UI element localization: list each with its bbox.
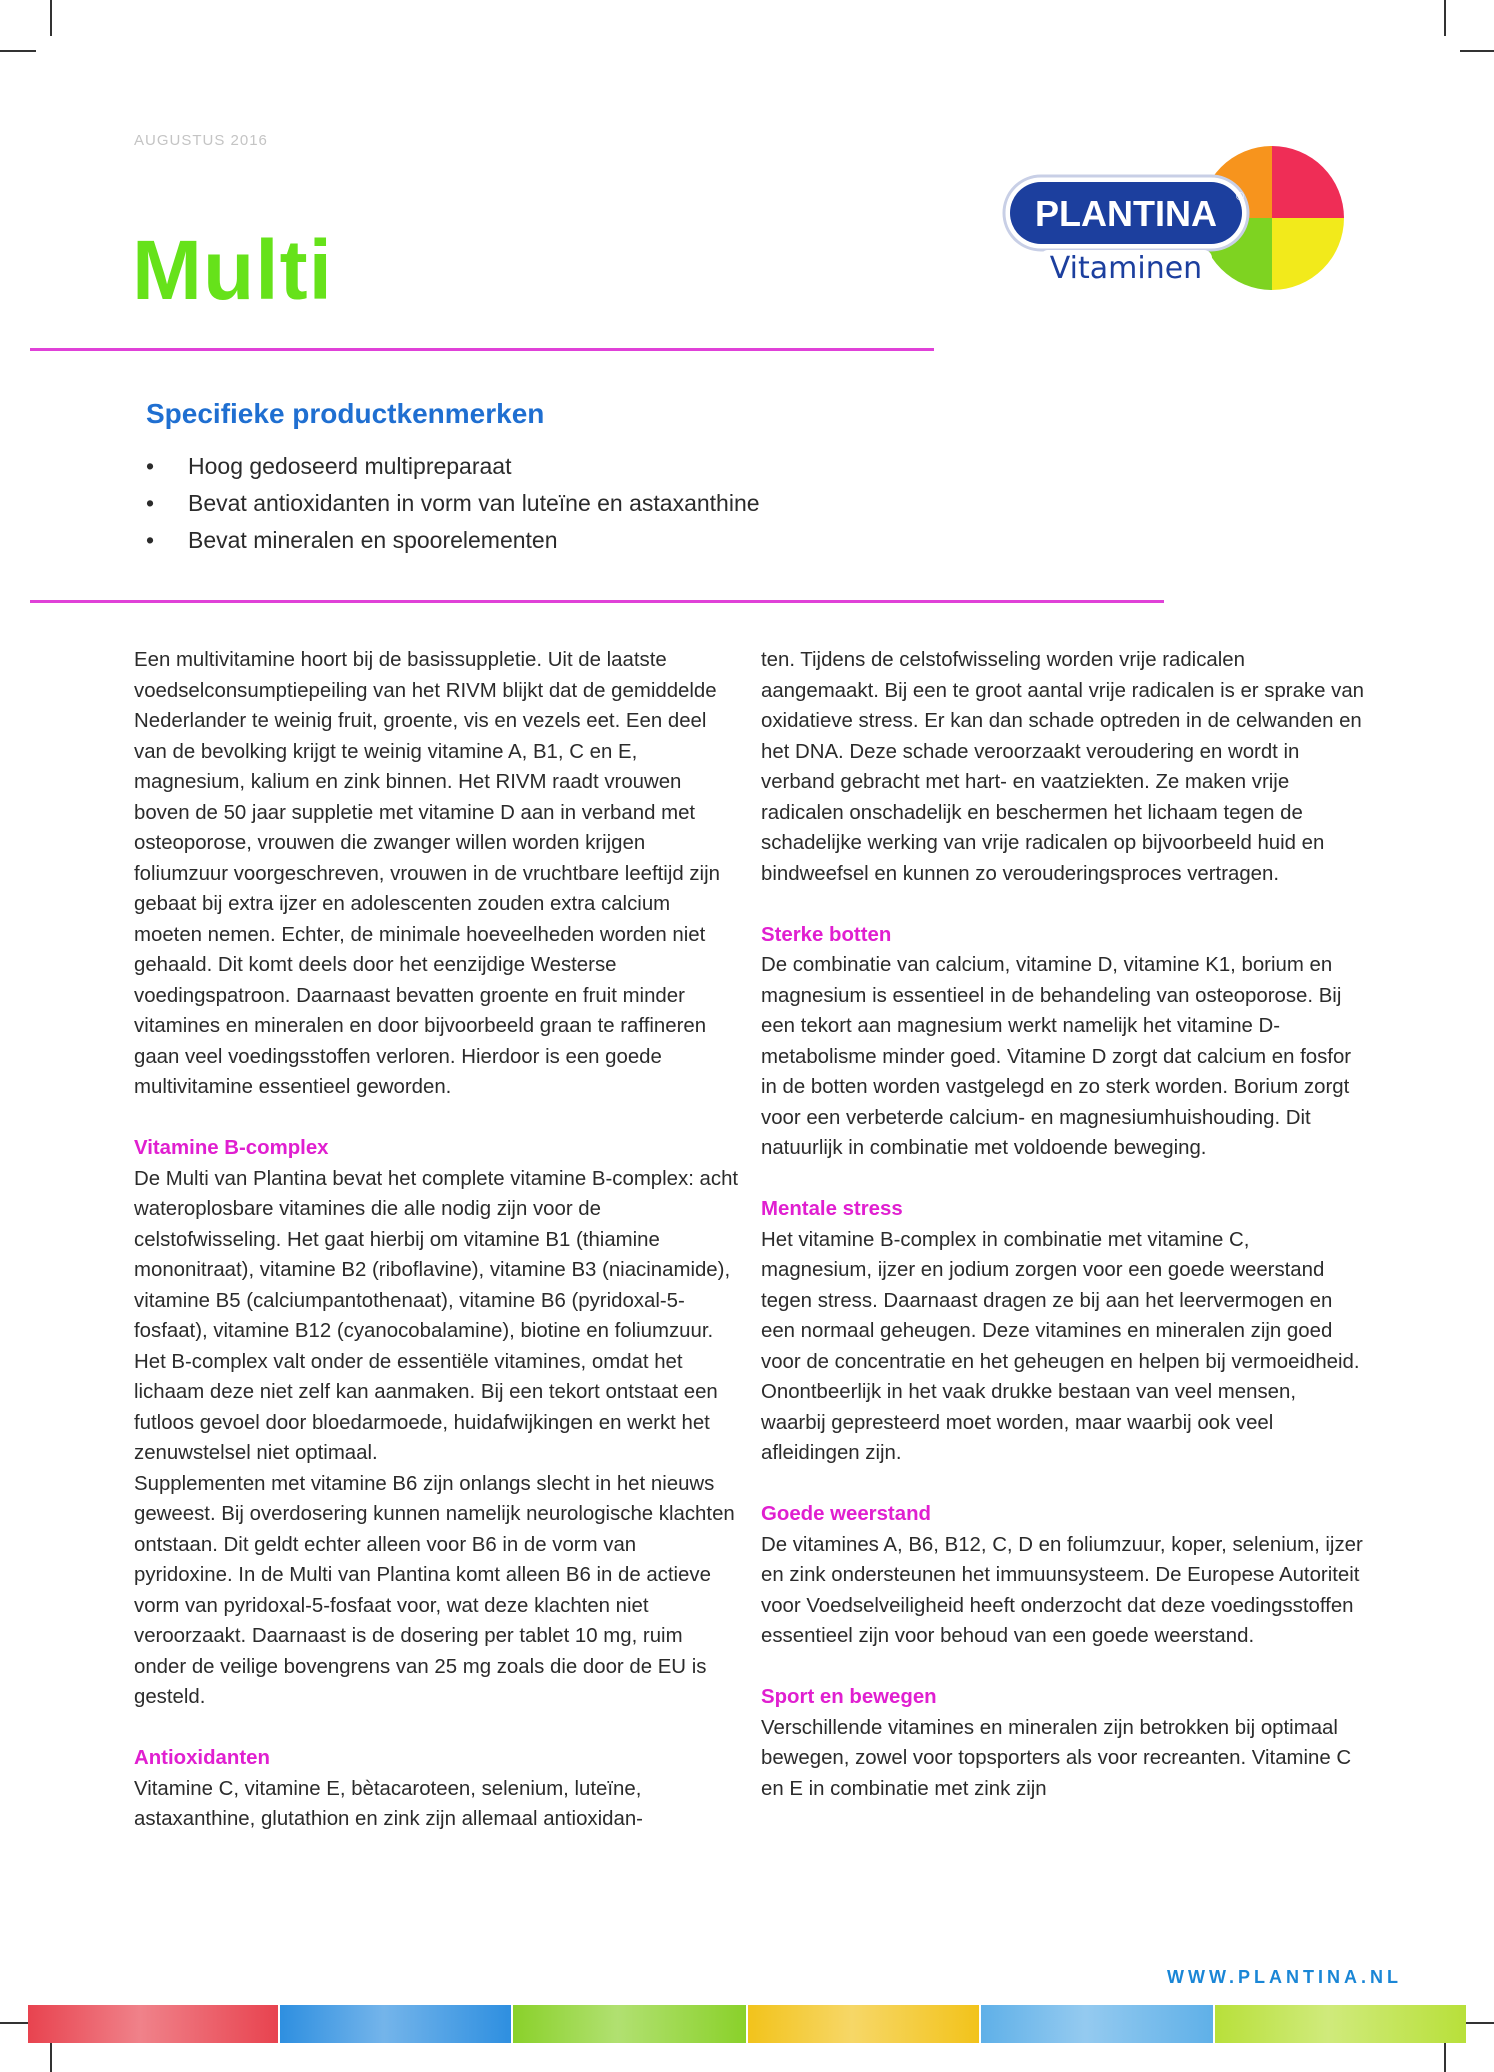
sport-heading: Sport en bewegen bbox=[761, 1686, 937, 1708]
immune-heading: Goede weerstand bbox=[761, 1503, 931, 1525]
crop-mark-tr-h bbox=[1460, 50, 1494, 52]
b-complex-heading: Vitamine B-complex bbox=[134, 1137, 329, 1159]
crop-mark-bl-v bbox=[50, 2040, 52, 2072]
text-column-right bbox=[761, 645, 1366, 1804]
crop-mark-br-v bbox=[1444, 2040, 1446, 2072]
features-list bbox=[146, 448, 760, 559]
footer-stripe-2 bbox=[280, 2005, 511, 2043]
antioxidant-heading: Antioxidanten bbox=[134, 1747, 270, 1769]
antioxidant-paragraph: Vitamine C, vitamine E, bètacaroteen, selenium, luteïne, astaxanthine, glutathion en zink zijn allemaal antioxidan- bbox=[134, 1777, 643, 1830]
stress-paragraph: Het vitamine B-complex in combinatie met vitamine C, magnesium, ijzer en jodium zorgen voor een goede weerstand tegen stress. Daarnaast dragen ze bij aan het leervermogen en een normaal geheugen. Deze vitamines en mineralen zijn goed voor de concentratie en het geheugen en helpen bij vermoeidheid. Onontbeerlijk in het vaak drukke bestaan van veel mensen, waarbij gepresteerd moet worden, maar waarbij ook veel afleidingen zijn. bbox=[761, 1228, 1360, 1464]
logo-brand: PLANTINA bbox=[1035, 193, 1217, 234]
feature-item: • Bevat mineralen en spoorelementen bbox=[146, 527, 558, 553]
crop-mark-tr-v bbox=[1444, 0, 1446, 36]
issue-date: AUGUSTUS 2016 bbox=[134, 132, 268, 149]
text-column-left bbox=[134, 645, 739, 1835]
page-title: Multi bbox=[132, 223, 333, 317]
website-link[interactable]: WWW.PLANTINA.NL bbox=[1167, 1967, 1402, 1987]
crop-mark-tl-v bbox=[50, 0, 52, 36]
stress-heading: Mentale stress bbox=[761, 1198, 903, 1220]
plantina-logo bbox=[1000, 142, 1360, 292]
footer-stripe-1 bbox=[28, 2005, 278, 2043]
bones-paragraph: De combinatie van calcium, vitamine D, vitamine K1, borium en magnesium is essentieel in de behandeling van osteoporose. Bij een tekort aan magnesium werkt namelijk het vitamine D-metabolisme minder goed. Vitamine D zorgt dat calcium en fosfor in de botten worden vastgelegd en zo sterk worden. Borium zorgt voor een verbeterde calcium- en magnesiumhuishouding. Dit natuurlijk in combinatie met voldoende beweging. bbox=[761, 954, 1352, 1159]
features-heading: Specifieke productkenmerken bbox=[146, 398, 545, 429]
feature-item: • Hoog gedoseerd multipreparaat bbox=[146, 453, 512, 479]
sport-paragraph: Verschillende vitamines en mineralen zijn betrokken bij optimaal bewegen, zowel voor topsporters als voor recreanten. Vitamine C en E in combinatie met zink zijn bbox=[761, 1716, 1352, 1800]
footer-stripe-4 bbox=[748, 2005, 979, 2043]
intro-paragraph: Een multivitamine hoort bij de basissuppletie. Uit de laatste voedselconsumptiepeiling van het RIVM blijkt dat de gemiddelde Nederlander te weinig fruit, groente, vis en vezels eet. Een deel van de bevolking krijgt te weinig vitamine A, B1, C en E, magnesium, kalium en zink binnen. Het RIVM raadt vrouwen boven de 50 jaar suppletie met vitamine D aan in verband met osteoporose, vrouwen die zwanger willen worden krijgen foliumzuur voorgeschreven, vrouwen in de vruchtbare leeftijd zijn gebaat bij extra ijzer en adolescenten zouden extra calcium moeten nemen. Echter, de minimale hoeveelheden worden niet gehaald. Dit komt deels door het eenzijdige Westerse voedingspatroon. Daarnaast bevatten groente en fruit minder vitamines en mineralen en door bijvoorbeeld graan te raffineren gaan veel voedingsstoffen verloren. Hierdoor is een goede multivitamine essentieel geworden. bbox=[134, 649, 720, 1098]
antioxidant-continued: ten. Tijdens de celstofwisseling worden vrije radicalen aangemaakt. Bij een te groot aantal vrije radicalen is er sprake van oxidatieve stress. Er kan dan schade optreden in de celwanden en het DNA. Deze schade veroorzaakt veroudering en wordt in verband gebracht met hart- en vaatziekten. Ze maken vrije radicalen onschadelijk en beschermen het lichaam tegen de schadelijke werking van vrije radicalen op bijvoorbeeld huid en bindweefsel en kunnen zo verouderingsproces vertragen. bbox=[761, 649, 1364, 885]
b6-paragraph: Supplementen met vitamine B6 zijn onlangs slecht in het nieuws geweest. Bij overdosering kunnen namelijk neurologische klachten ontstaan. Dit geldt echter alleen voor B6 in de vorm van pyridoxine. In de Multi van Plantina komt alleen B6 in de actieve vorm van pyridoxal-5-fosfaat voor, wat deze klachten niet veroorzaakt. Daarnaast is de dosering per tablet 10 mg, ruim onder de veilige bovengrens van 25 mg zoals die door de EU is gesteld. bbox=[134, 1472, 735, 1708]
footer-stripe-6 bbox=[1215, 2005, 1466, 2043]
top-divider bbox=[30, 348, 934, 351]
logo-registered: ® bbox=[1236, 191, 1245, 203]
crop-mark-tl-h bbox=[0, 50, 36, 52]
logo-tagline: Vitaminen bbox=[1049, 251, 1203, 286]
footer-stripe-3 bbox=[513, 2005, 746, 2043]
immune-paragraph: De vitamines A, B6, B12, C, D en foliumzuur, koper, selenium, ijzer en zink ondersteunen het immuunsysteem. De Europese Autoriteit voor Voedselveiligheid heeft onderzocht dat deze voedingsstoffen essentieel zijn voor behoud van een goede weerstand. bbox=[761, 1533, 1363, 1647]
feature-item: • Bevat antioxidanten in vorm van luteïne en astaxanthine bbox=[146, 490, 760, 516]
features-divider bbox=[30, 600, 1164, 603]
bones-heading: Sterke botten bbox=[761, 923, 892, 946]
b-complex-paragraph: De Multi van Plantina bevat het complete vitamine B-complex: acht wateroplosbare vitamines die alle nodig zijn voor de celstofwisseling. Het gaat hierbij om vitamine B1 (thiamine mononitraat), vitamine B2 (riboflavine), vitamine B3 (niacinamide), vitamine B5 (calciumpantothenaat), vitamine B6 (pyridoxal-5-fosfaat), vitamine B12 (cyanocobalamine), biotine en foliumzuur. Het B-complex valt onder de essentiële vitamines, omdat het lichaam deze niet zelf kan aanmaken. Bij een tekort ontstaat een futloos gevoel door bloedarmoede, huidafwijkingen en werkt het zenuwstelsel niet optimaal. bbox=[134, 1167, 739, 1464]
footer-stripe-5 bbox=[981, 2005, 1213, 2043]
